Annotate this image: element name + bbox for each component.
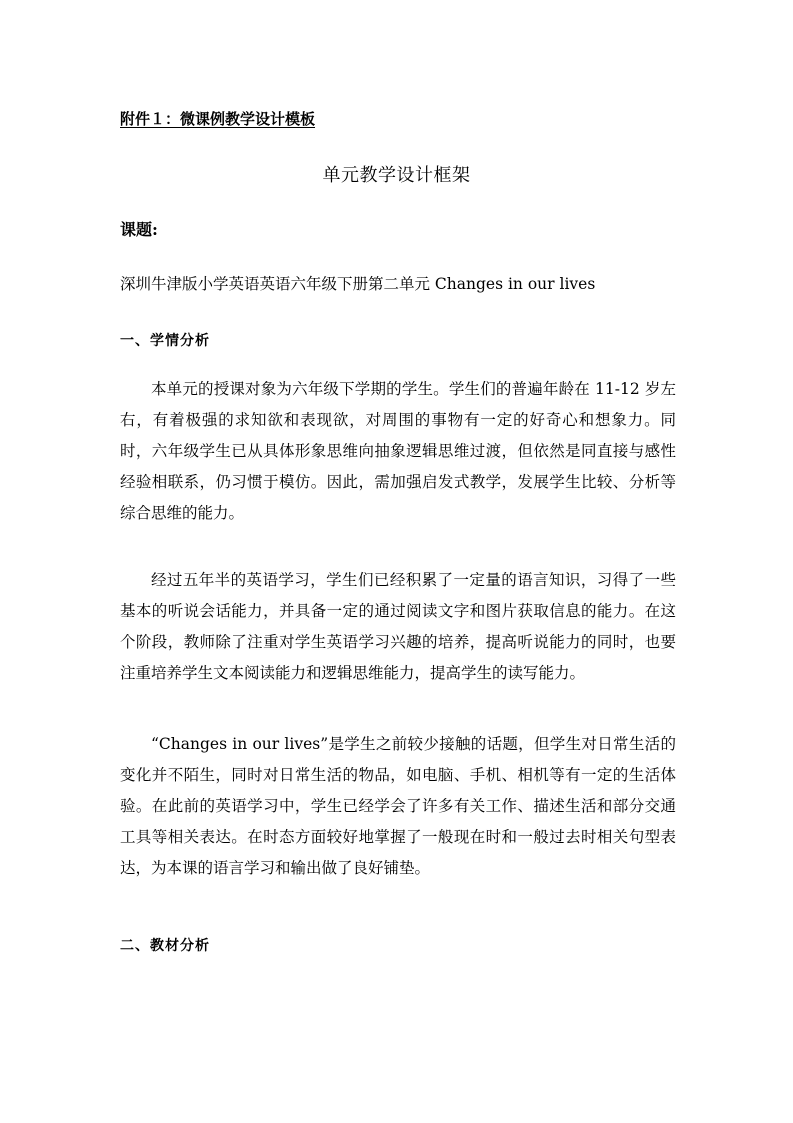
paragraph-topic-background: “Changes in our lives”是学生之前较少接触的话题，但学生对日常生活的变化并不陌生，同时对日常生活的物品，如电脑、手机、相机等有一定的生活体验。在此前的英语学习中，学生已经学会了许多有关工作、描述生活和部分交通工具等相关表达。在时态方面较好地掌握了一般现在时和一般过去时相关句型表达，为本课的语言学习和输出做了良好铺垫。 — [120, 735, 676, 877]
attachment-title: 附件１：微课例教学设计模板 — [120, 110, 316, 128]
paragraph-learner-age: 本单元的授课对象为六年级下学期的学生。学生们的普遍年龄在 11-12 岁左右，有着极强的求知欲和表现欲，对周围的事物有一定的好奇心和想象力。同时，六年级学生已从具体形象思维向抽象逻辑思维过渡，但依然是同直接与感性经验相联系，仍习惯于模仿。因此，需加强启发式教学，发展学生比较、分析等综合思维的能力。 — [120, 380, 676, 522]
page-title: 单元教学设计框架 — [322, 165, 471, 186]
topic-label: 课题: — [120, 220, 158, 239]
section-heading-learner-analysis: 一、学情分析 — [120, 333, 210, 349]
section-heading-textbook-analysis: 二、教材分析 — [120, 938, 210, 954]
topic-text: 深圳牛津版小学英语英语六年级下册第二单元 Changes in our lives — [120, 275, 596, 293]
paragraph-learner-experience: 经过五年半的英语学习，学生们已经积累了一定量的语言知识，习得了一些基本的听说会话能力，并具备一定的通过阅读文字和图片获取信息的能力。在这个阶段，教师除了注重对学生英语学习兴趣的培养，提高听说能力的同时，也要注重培养学生文本阅读能力和逻辑思维能力，提高学生的读写能力。 — [120, 571, 676, 682]
